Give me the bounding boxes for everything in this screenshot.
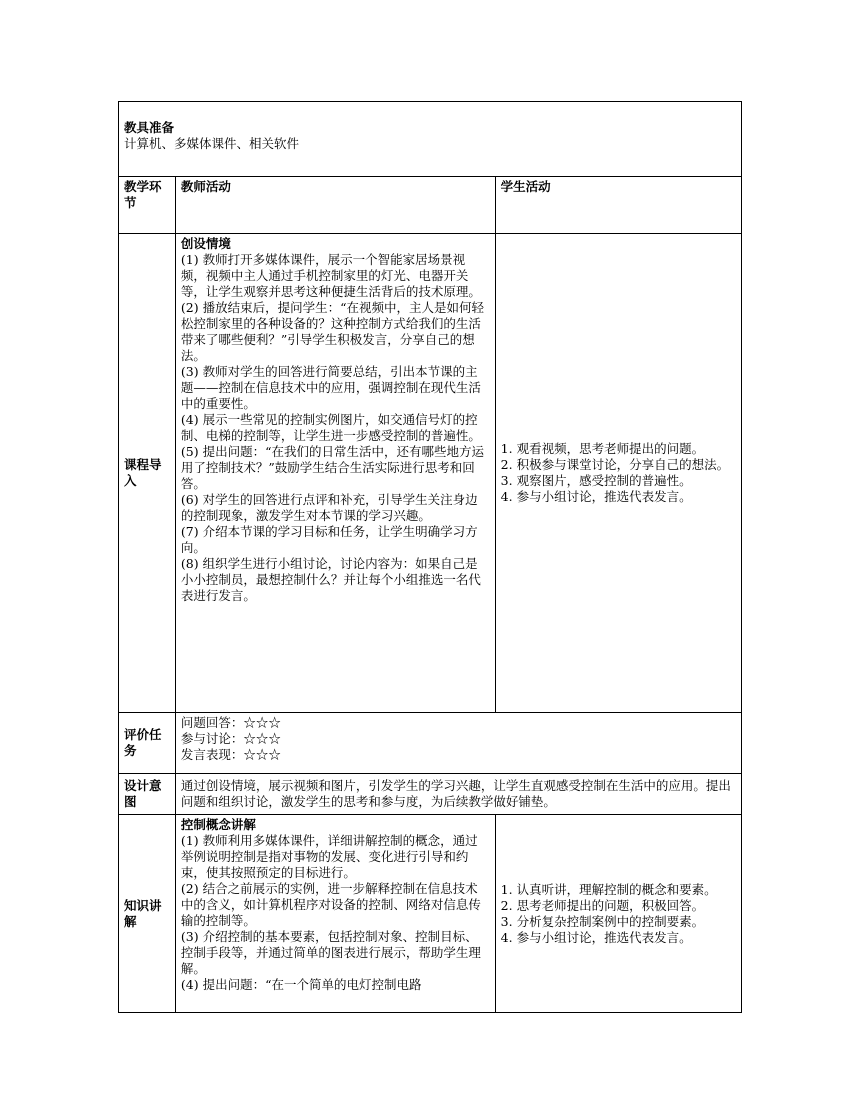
knowledge-teacher-item: (4) 提出问题：“在一个简单的电灯控制电路	[180, 977, 422, 992]
header-stage-label: 教学环节	[124, 179, 162, 210]
intro-teacher-cell	[175, 234, 495, 713]
design-stage: 设计意图	[119, 774, 176, 815]
evaluation-cell	[175, 713, 741, 774]
knowledge-row	[119, 815, 742, 1013]
knowledge-student-item: 1. 认真听讲，理解控制的概念和要素。	[500, 881, 717, 897]
knowledge-teacher-item: (2) 结合之前展示的实例，进一步解释控制在信息技术中的含义，如计算机程序对设备的控制、网络对信息传输的控制等。	[180, 881, 481, 928]
design-text: 通过创设情境，展示视频和图片，引发学生的学习兴趣，让学生直观感受控制在生活中的应用。提出问题和组织讨论，激发学生的思考和参与度，为后续教学做好铺垫。	[175, 774, 741, 815]
knowledge-student-item: 2. 思考老师提出的问题，积极回答。	[500, 897, 705, 913]
knowledge-teacher-item: (1) 教师利用多媒体课件，详细讲解控制的概念，通过举例说明控制是指对事物的发展、变化进行引导和约束，使其按照预定的目标进行。	[180, 833, 478, 880]
knowledge-teacher-item: (3) 介绍控制的基本要素，包括控制对象、控制目标、控制手段等，并通过简单的图表进行展示，帮助学生理解。	[180, 929, 481, 976]
evaluation-stage: 评价任务	[119, 713, 176, 774]
knowledge-stage: 知识讲解	[119, 815, 176, 1013]
tools-cell	[119, 102, 742, 177]
intro-teacher-item: (2) 播放结束后，提问学生：“在视频中，主人是如何轻松控制家里的各种设备的？这种控制方式给我们的生活带来了哪些便利？”引导学生积极发言，分享自己的想法。	[180, 300, 484, 363]
intro-teacher-item: (8) 组织学生进行小组讨论，讨论内容为：如果自己是小小控制员，最想控制什么？并让每个小组推选一名代表进行发言。	[180, 556, 481, 603]
knowledge-teacher-cell	[175, 815, 495, 1013]
knowledge-student-cell	[495, 815, 741, 1013]
knowledge-student-item: 4. 参与小组讨论，推选代表发言。	[500, 929, 692, 945]
intro-teacher-item: (3) 教师对学生的回答进行简要总结，引出本节课的主题——控制在信息技术中的应用，强调控制在现代生活中的重要性。	[180, 364, 481, 411]
intro-heading: 创设情境	[180, 236, 231, 251]
header-stage	[119, 177, 176, 234]
intro-student-item: 1. 观看视频，思考老师提出的问题。	[500, 441, 705, 456]
evaluation-item: 发言表现：☆☆☆	[180, 747, 281, 762]
intro-row	[119, 234, 742, 713]
intro-teacher-item: (4) 展示一些常见的控制实例图片，如交通信号灯的控制、电梯的控制等，让学生进一步感受控制的普遍性。	[180, 412, 481, 443]
header-row	[119, 177, 742, 234]
knowledge-student-item: 3. 分析复杂控制案例中的控制要素。	[500, 913, 705, 929]
evaluation-item: 参与讨论：☆☆☆	[180, 731, 281, 746]
intro-student-cell	[495, 234, 741, 713]
evaluation-row	[119, 713, 742, 774]
intro-student-item: 2. 积极参与课堂讨论，分享自己的想法。	[500, 457, 730, 472]
evaluation-item: 问题回答：☆☆☆	[180, 715, 281, 730]
lesson-plan-table	[118, 101, 742, 1013]
header-student: 学生活动	[495, 177, 741, 234]
intro-teacher-item: (1) 教师打开多媒体课件，展示一个智能家居场景视频，视频中主人通过手机控制家里的灯光、电器开关等，让学生观察并思考这种便捷生活背后的技术原理。	[180, 252, 481, 299]
intro-student-item: 3. 观察图片，感受控制的普遍性。	[500, 473, 692, 488]
intro-stage: 课程导入	[119, 234, 176, 713]
intro-teacher-item: (7) 介绍本节课的学习目标和任务，让学生明确学习方向。	[180, 524, 478, 555]
intro-student-item: 4. 参与小组讨论，推选代表发言。	[500, 489, 692, 504]
intro-teacher-item: (6) 对学生的回答进行点评和补充，引导学生关注身边的控制现象，激发学生对本节课的学习兴趣。	[180, 492, 478, 523]
tools-title: 教具准备	[124, 120, 175, 135]
tools-content: 计算机、多媒体课件、相关软件	[124, 136, 300, 151]
tools-row	[119, 102, 742, 177]
knowledge-heading: 控制概念讲解	[180, 817, 256, 832]
design-row	[119, 774, 742, 815]
intro-teacher-item: (5) 提出问题：“在我们的日常生活中，还有哪些地方运用了控制技术？”鼓励学生结合生活实际进行思考和回答。	[180, 444, 484, 491]
header-teacher: 教师活动	[175, 177, 495, 234]
